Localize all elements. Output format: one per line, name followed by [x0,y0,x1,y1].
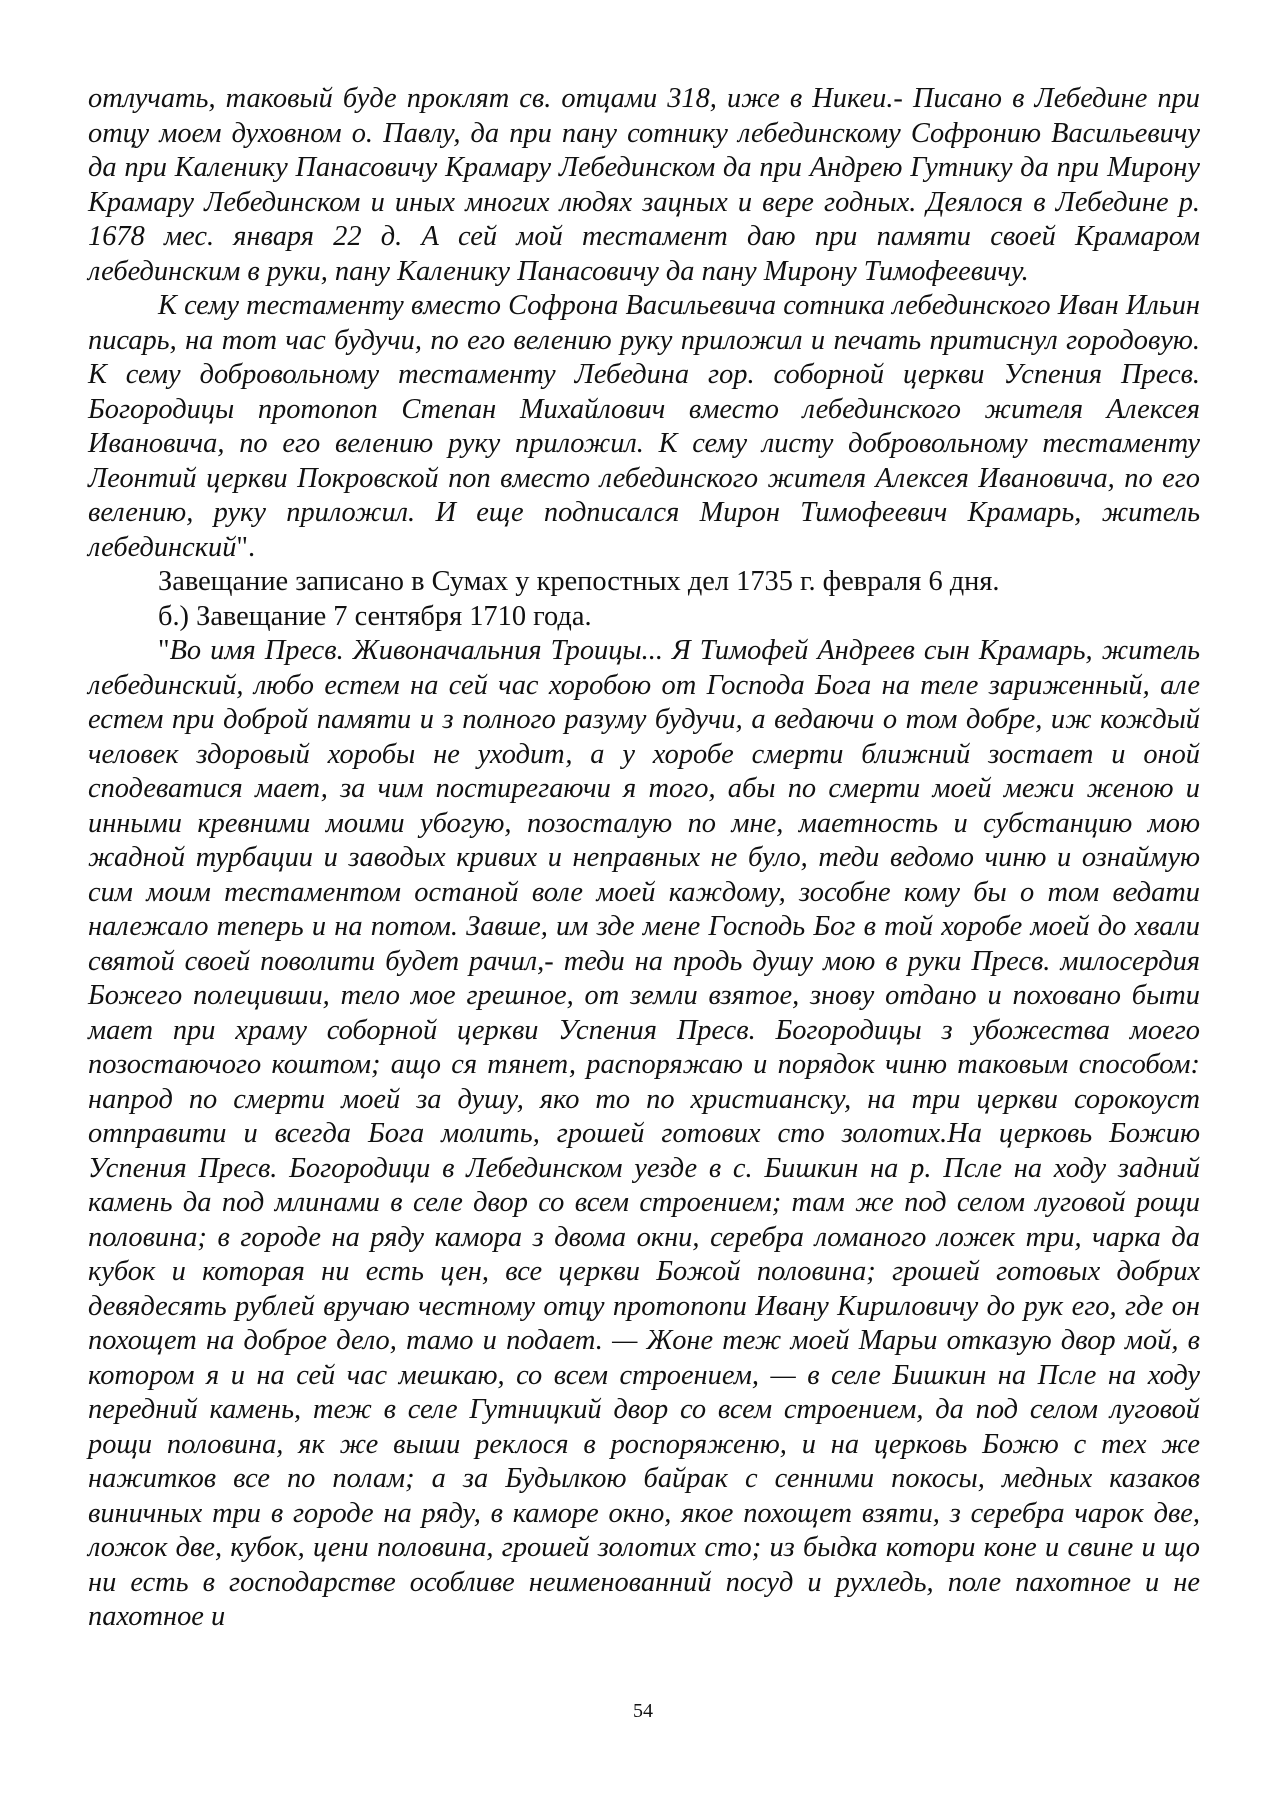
plain-text-run: Завещание записано в Сумах у крепостных дел 1735 г. февраля 6 дня. [158,566,1000,597]
opening-quote: " [158,635,170,666]
italic-text-run: К сему тестаменту вместо Софрона Васильевича сотника лебединского Иван Ильин писарь, на тот час будучи, по его велению руку приложил и печать притиснул городовую. К сему добровольному тестаменту Лебедина гор. соборной церкви Успения Пресв. Богородицы протопоп Степан Михайлович вместо лебединского жителя Алексея Ивановича, по его велению руку приложил. К сему листу добровольному тестаменту Леонтий церкви Покровской поп вместо лебединского жителя Алексея Ивановича, по его велению, руку приложил. И еще подписался Мирон Тимофеевич Крамарь, житель лебединский [88,290,1200,563]
italic-text-run: Во имя Пресв. Живоначальния Троицы... Я Тимофей Андреев сын Крамарь, житель лебединский, любо естем на сей час хоробою от Господа Бога на теле зариженный, але естем при доброй памяти и з полного разуму будучи, а ведаючи о том добре, иж кождый человек здоровый хоробы не уходит, а у хоробе смерти ближний зостает и оной сподеватися мает, за чим постирегаючи я того, абы по смерти моей межи женою и инными кревними моими убогую, позосталую по мне, маетность и субстанцию мою жадной турбации и заводых кривих и неправных не було, теди ведомо чиню и ознаймую сим моим тестаментом останой воле моей каждому, зособне кому бы о том ведати належало теперь и на потом. Завше, им зде мене Господь Бог в той хоробе моей до хвали святой своей поволити будет рачил,- теди на продь душу мою в руки Пресв. милосердия Божего полецивши, тело мое грешное, от земли взятое, знову отдано и поховано быти мает при храму соборной церкви Успения Пресв. Богородицы з убожества моего позостаючого коштом; ащо ся тянет, распоряжаю и порядок чиню таковым способом: напрод по смерти моей за душу, яко то по христианску, на три церкви сорокоуст отправити и всегда Бога молить, грошей готових сто золотих.На церковь Божию Успения Пресв. Богородици в Лебединском уезде в с. Бишкин на р. Псле на ходу задний камень да под млинами в селе двор со всем строением; там же под селом луговой рощи половина; в городе на ряду камора з двома окни, серебра ломаного ложек три, чарка да кубок и которая ни есть цен, все церкви Божой половина; грошей готовых добрих девядесять рублей вручаю честному отцу протопопи Ивану Кириловичу до рук его, где он похощет на доброе дело, тамо и подает. — Жоне теж моей Марьи отказую двор мой, в котором я и на сей час мешкаю, со всем строением, — в селе Бишкин на Псле на ходу передний камень, теж в селе Гутницкий двор со всем строением, да под селом луговой рощи половина, як же выши реклося в роспоряженю, и на церковь Божю с тех же нажитков все по полам; а за Будылкою байрак с сенними покосы, медных казаков виничных три в городе на ряду, в каморе окно, якое похощет взяти, з серебра чарок две, ложок две, кубок, цени половина, грошей золотих сто; из быдка котори коне и свине и що ни есть в господарстве особливе неименованний посуд и рухледь, поле пахотное и не пахотное и [88,635,1200,1632]
italic-text-run: отлучать, таковый буде проклят св. отцами 318, иже в Никеи.- Писано в Лебедине при отцу моем духовном о. Павлу, да при пану сотнику лебединскому Софронию Васильевичу да при Каленику Панасовичу Крамару Лебединском да при Андрею Гутнику да при Мирону Крамару Лебединском и иных многих людях зацных и вере годных. Деялося в Лебедине р. 1678 мес. января 22 д. А сей мой тестамент даю при памяти своей Крамаром лебединским в руки, пану Каленику Панасовичу да пану Мирону Тимофеевичу. [88,83,1200,287]
paragraph-registration-note [88,565,1200,600]
section-heading-testament-1710 [88,600,1200,635]
paragraph-testament-1710 [88,634,1200,1635]
closing-quote: ". [236,531,256,563]
plain-text-run: б.) Завещание 7 сентября 1710 года. [158,600,592,632]
page-number: 54 [633,1700,653,1722]
paragraph-testament-ending [88,82,1200,289]
paragraph-witness-signatures [88,289,1200,565]
document-body [88,82,1200,1635]
